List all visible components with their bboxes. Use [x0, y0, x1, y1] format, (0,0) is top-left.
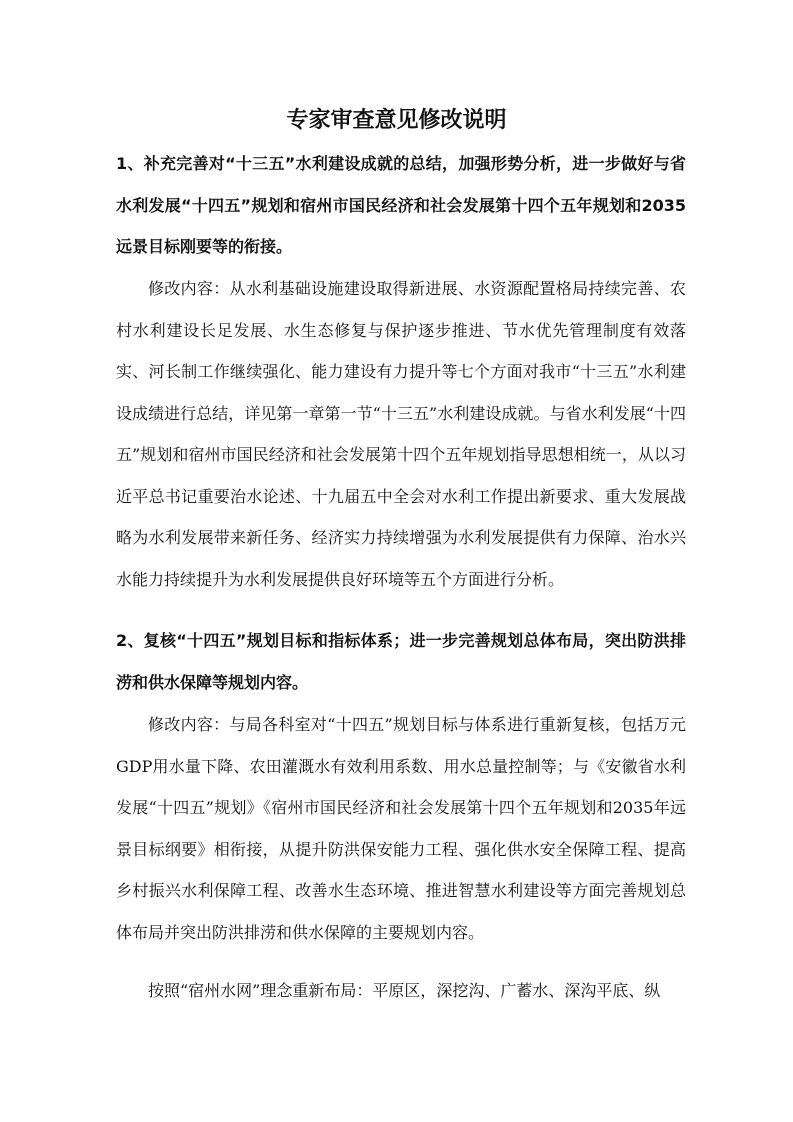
- item1-heading: 1、补充完善对“十三五”水利建设成就的总结，加强形势分析，进一步做好与省水利发展“十四五”规划和宿州市国民经济和社会发展第十四个五年规划和2035远景目标刚要等的衔接。: [116, 154, 686, 256]
- item2-body: 修改内容：与局各科室对“十四五”规划目标与体系进行重新复核，包括万元GDP用水量下降、农田灌溉水有效利用系数、用水总量控制等；与《安徽省水利发展“十四五”规划》《宿州市国民经济和社会发展第十四个五年规划和2035年远景目标纲要》相衔接，从提升防洪保安能力工程、强化供水安全保障工程、提高乡村振兴水利保障工程、改善水生态环境、推进智慧水利建设等方面完善规划总体布局并突出防洪排涝和供水保障的主要规划内容。: [116, 715, 686, 942]
- item2-body-continued: 按照“宿州水网”理念重新布局：平原区，深挖沟、广蓄水、深沟平底、纵: [148, 981, 661, 1000]
- item2-heading: 2、复核“十四五”规划目标和指标体系；进一步完善规划总体布局，突出防洪排涝和供水保障等规划内容。: [116, 631, 686, 692]
- item1-body: 修改内容：从水利基础设施建设取得新进展、水资源配置格局持续完善、农村水利建设长足发展、水生态修复与保护逐步推进、节水优先管理制度有效落实、河长制工作继续强化、能力建设有力提升等七个方面对我市“十三五”水利建设成绩进行总结，详见第一章第一节“十三五”水利建设成就。与省水利发展“十四五”规划和宿州市国民经济和社会发展第十四个五年规划指导思想相统一，从以习近平总书记重要治水论述、十九届五中全会对水利工作提出新要求、重大发展战略为水利发展带来新任务、经济实力持续增强为水利发展提供有力保障、治水兴水能力持续提升为水利发展提供良好环境等五个方面进行分析。: [116, 279, 686, 589]
- document-title: 专家审查意见修改说明: [286, 108, 507, 133]
